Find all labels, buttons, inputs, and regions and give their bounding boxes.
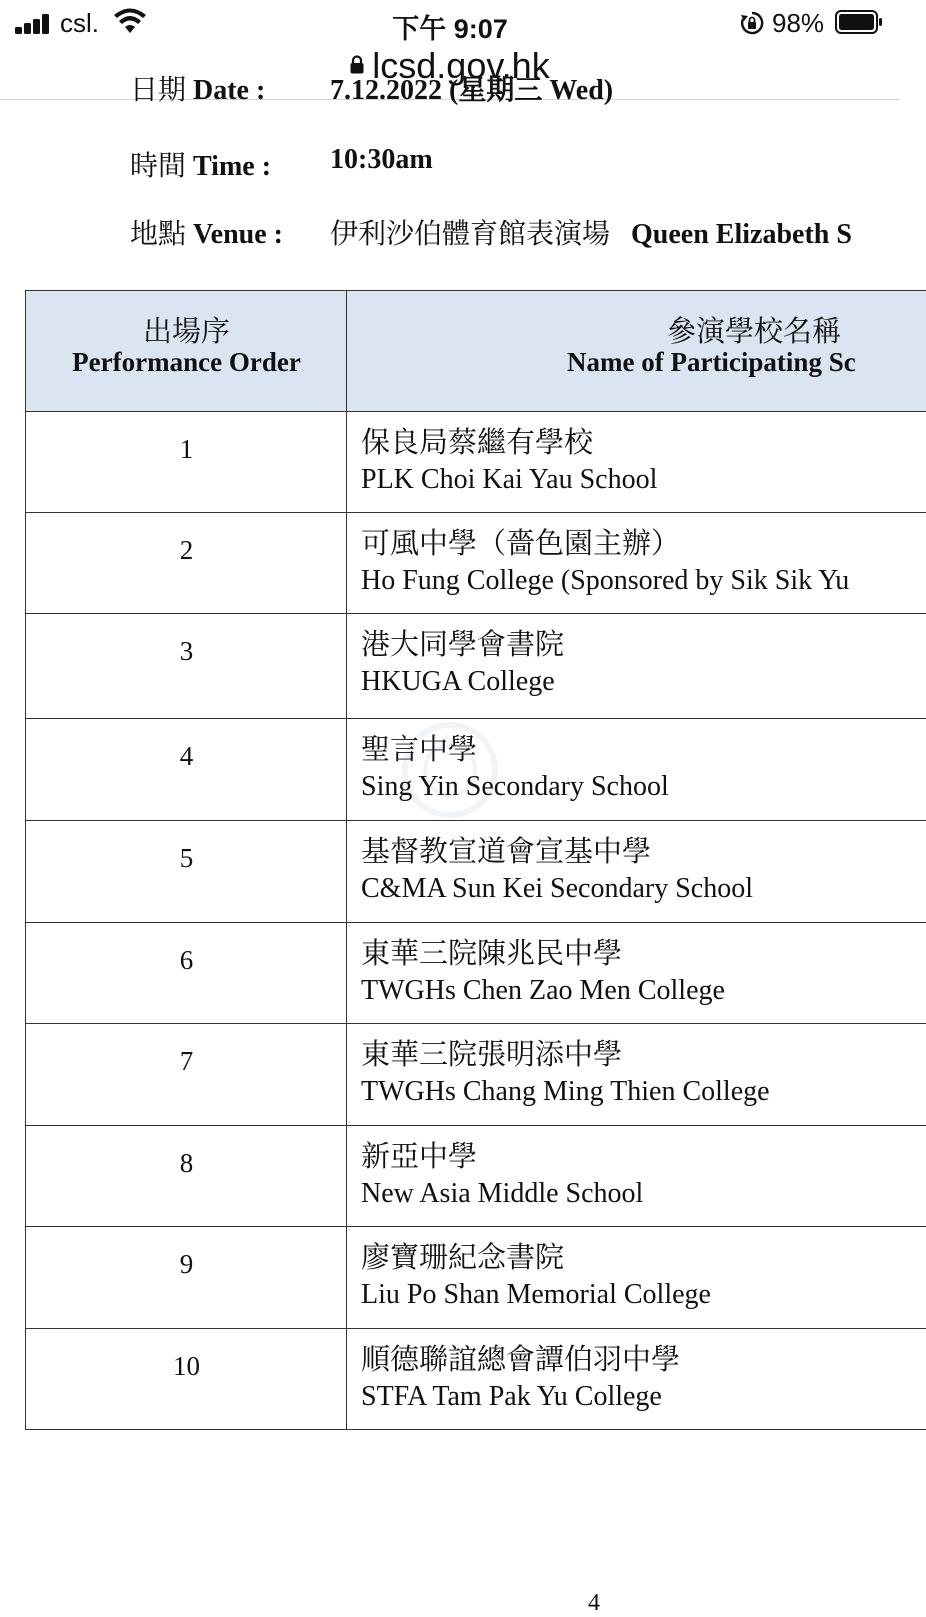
order-header-zh: 出場序 xyxy=(142,316,230,348)
clock-time: 下午 9:07 xyxy=(392,14,508,44)
performance-order: 1 xyxy=(179,434,194,464)
table-row xyxy=(26,412,926,513)
battery-percentage: 98% xyxy=(772,8,825,38)
school-name-en: PLK Choi Kai Yau School xyxy=(361,464,658,495)
order-cell xyxy=(26,821,347,922)
watermark-emblem xyxy=(395,705,505,835)
order-cell xyxy=(26,513,347,613)
school-name-zh: 新亞中學 xyxy=(361,1141,478,1173)
school-cell xyxy=(347,923,926,1023)
order-cell xyxy=(26,923,347,1023)
venue-value-en: Queen Elizabeth S xyxy=(631,219,852,250)
order-header-en: Performance Order xyxy=(72,347,301,377)
table-row xyxy=(26,1227,926,1329)
time-label-zh: 時間 xyxy=(130,151,187,182)
school-name-zh: 可風中學（嗇色園主辦） xyxy=(361,528,681,560)
school-name-en: New Asia Middle School xyxy=(361,1178,644,1209)
date-line xyxy=(130,68,614,108)
school-name-en: C&MA Sun Kei Secondary School xyxy=(361,873,753,904)
status-bar xyxy=(0,0,900,45)
school-name-en: TWGHs Chang Ming Thien College xyxy=(361,1076,770,1107)
performance-order: 2 xyxy=(179,535,194,565)
venue-line xyxy=(130,212,852,252)
school-header-cell xyxy=(347,291,926,411)
carrier-name: csl. xyxy=(60,8,99,38)
venue-value-zh: 伊利沙伯體育館表演場 xyxy=(330,219,611,250)
school-name-zh: 東華三院陳兆民中學 xyxy=(361,938,623,970)
school-cell xyxy=(347,513,926,613)
school-name-en: Sing Yin Secondary School xyxy=(361,771,669,802)
school-cell xyxy=(347,821,926,922)
time-label-en: Time : xyxy=(193,151,272,182)
performance-order: 5 xyxy=(179,843,194,873)
school-name-zh: 聖言中學 xyxy=(361,734,478,766)
time-line xyxy=(130,144,433,184)
school-name-en: HKUGA College xyxy=(361,666,555,697)
table-row xyxy=(26,513,926,614)
order-cell xyxy=(26,1024,347,1125)
page-number: 4 xyxy=(588,1590,600,1616)
time-value: 10:30am xyxy=(330,144,433,175)
order-cell xyxy=(26,719,347,820)
school-name-zh: 基督教宣道會宣基中學 xyxy=(361,836,652,868)
order-cell xyxy=(26,412,347,512)
venue-value xyxy=(330,212,852,252)
performance-order: 7 xyxy=(179,1046,194,1076)
performance-order: 3 xyxy=(179,636,194,666)
school-name-zh: 東華三院張明添中學 xyxy=(361,1039,623,1071)
performance-order: 9 xyxy=(179,1249,194,1279)
date-value: 7.12.2022 (星期三 Wed) xyxy=(330,75,614,106)
school-name-en: Liu Po Shan Memorial College xyxy=(361,1279,711,1310)
table-row xyxy=(26,821,926,923)
performance-order: 8 xyxy=(179,1148,194,1178)
school-name-en: Ho Fung College (Sponsored by Sik Sik Yu xyxy=(361,565,850,596)
venue-label-en: Venue : xyxy=(193,219,283,250)
school-name-zh: 順德聯誼總會譚伯羽中學 xyxy=(361,1344,681,1376)
order-cell xyxy=(26,614,347,718)
performance-order: 4 xyxy=(179,741,194,771)
school-cell xyxy=(347,1329,926,1429)
table-row xyxy=(26,923,926,1024)
document-page xyxy=(0,75,900,1616)
school-name-en: TWGHs Chen Zao Men College xyxy=(361,975,725,1006)
school-cell xyxy=(347,1024,926,1125)
school-cell xyxy=(347,614,926,718)
order-header-cell xyxy=(26,291,347,411)
table-row xyxy=(26,1329,926,1430)
date-label-en: Date : xyxy=(193,75,266,106)
performance-order: 10 xyxy=(173,1351,200,1381)
date-label-zh: 日期 xyxy=(130,75,187,106)
battery-icon xyxy=(835,10,883,34)
table-row xyxy=(26,614,926,719)
participating-schools-table xyxy=(25,290,926,1430)
school-name-zh: 保良局蔡繼有學校 xyxy=(361,427,594,459)
performance-order: 6 xyxy=(179,945,194,975)
school-header-zh: 參演學校名稱 xyxy=(667,316,842,348)
school-header-en: Name of Participating Sc xyxy=(567,347,856,377)
table-row xyxy=(26,1024,926,1126)
table-row xyxy=(26,1126,926,1227)
school-name-zh: 港大同學會書院 xyxy=(361,629,565,661)
table-header-row xyxy=(26,291,926,412)
school-cell xyxy=(347,1227,926,1328)
url-text[interactable]: lcsd.gov.hk xyxy=(372,45,550,86)
order-cell xyxy=(26,1126,347,1226)
order-cell xyxy=(26,1227,347,1328)
venue-label-zh: 地點 xyxy=(130,219,187,250)
order-cell xyxy=(26,1329,347,1429)
school-cell xyxy=(347,1126,926,1226)
school-cell xyxy=(347,412,926,512)
school-name-zh: 廖寶珊紀念書院 xyxy=(361,1242,565,1274)
rotation-lock-icon xyxy=(740,11,764,35)
school-name-en: STFA Tam Pak Yu College xyxy=(361,1381,662,1412)
